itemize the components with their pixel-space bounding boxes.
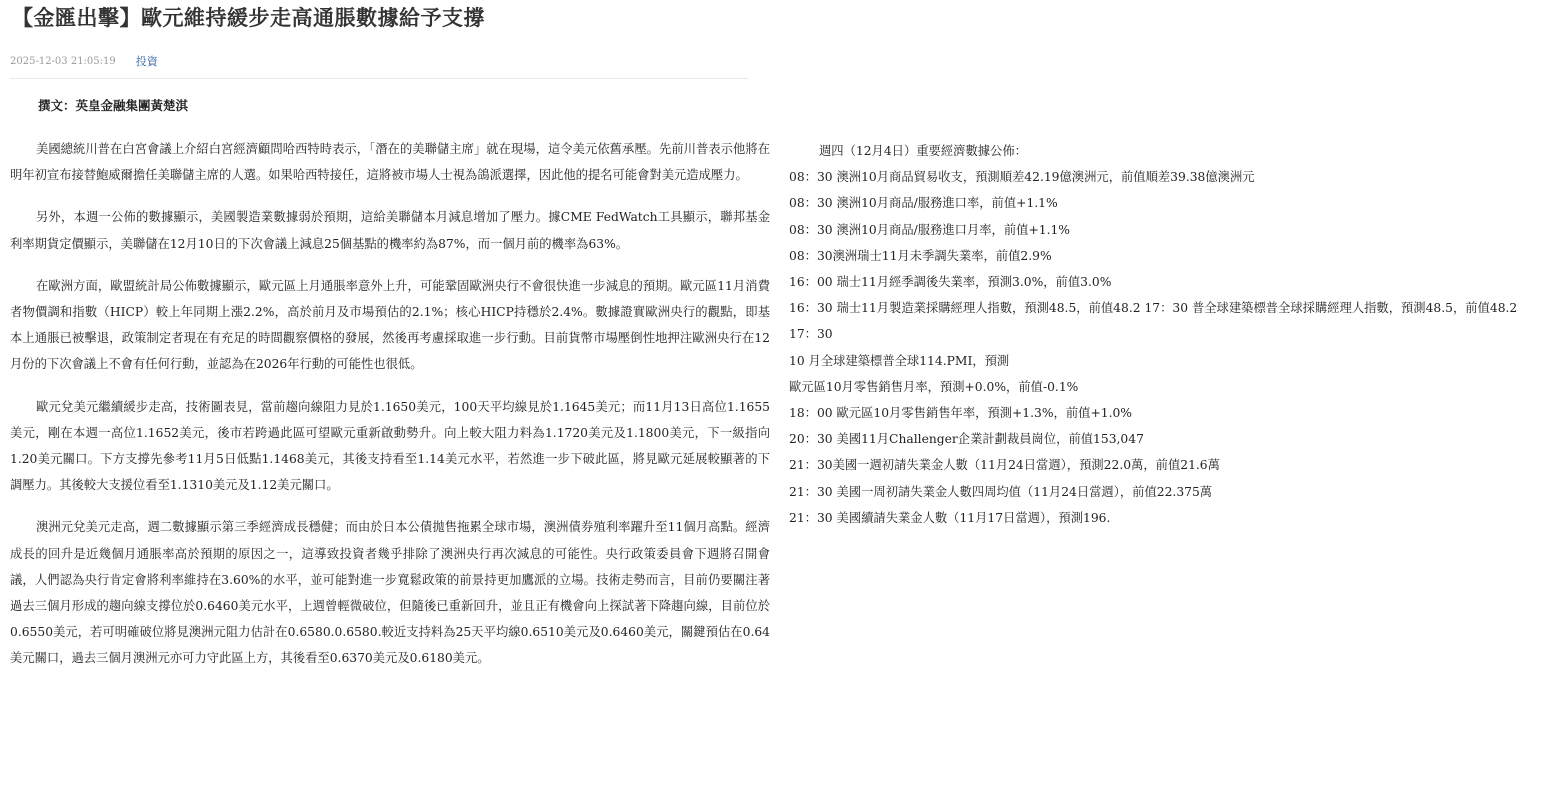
- calendar-item: 21：30 美國續請失業金人數（11月17日當週），預測196.: [789, 510, 1111, 525]
- publish-date: 2025-12-03 21:05:19: [10, 55, 116, 67]
- article-paragraph: 另外，本週一公佈的數據顯示，美國製造業數據弱於預期，這給美聯儲本月減息增加了壓力。據CME FedWatch工具顯示，聯邦基金利率期貨定價顯示，美聯儲在12月10日的下次會議上減息25個基點的機率約為87%，而一個月前的機率為63%。: [10, 210, 770, 251]
- calendar-item: 10 月全球建築標普全球114.PMI，預測: [789, 353, 1010, 368]
- calendar-item: 歐元區10月零售銷售月率，預測+0.0%，前值-0.1%: [789, 379, 1079, 394]
- article-paragraph: 澳洲元兌美元走高，週二數據顯示第三季經濟成長穩健；而由於日本公債拋售拖累全球市場，澳洲債券殖利率躍升至11個月高點。經濟成長的回升是近幾個月通脹率高於預期的原因之一，這導致投資者幾乎排除了澳洲央行再次減息的可能性。央行政策委員會下週將召開會議，人們認為央行肯定會將利率維持在3.60%的水平，並可能對進一步寬鬆政策的前景持更加鷹派的立場。技術走勢而言，目前仍要關注著過去三個月形成的趨向線支撐位於0.6460美元水平，上週曾輕微破位，但隨後已重新回升，並且正有機會向上探試著下降趨向線，目前位於0.6550美元，若可明確破位將見澳洲元阻力估計在0.6580.0.6580.較近支持料為25天平均線0.6510美元及0.6460美元，關鍵預估在0.64美元關口，過去三個月澳洲元亦可力守此區上方，其後看至0.6370美元及0.6180美元。: [10, 520, 770, 666]
- calendar-heading: 週四（12月4日）重要經濟數據公佈：: [819, 144, 1027, 158]
- article-paragraph: 歐元兌美元繼續緩步走高，技術圖表見，當前趨向線阻力見於1.1650美元，100天平均線見於1.1645美元；而11月13日高位1.1655美元，剛在本週一高位1.1652美元，後市若跨過此區可望歐元重新啟動勢升。向上較大阻力料為1.1720美元及1.1800美元，下一級指向1.20美元關口。下方支撐先參考11月5日低點1.1468美元，其後支持看至1.14美元水平，若然進一步下破此區，將見歐元延展較顯著的下調壓力。其後較大支援位看至1.1310美元及1.12美元關口。: [10, 399, 770, 493]
- calendar-item: 08：30 澳洲10月商品貿易收支，預測順差42.19億澳洲元，前值順差39.38億澳洲元: [789, 170, 1255, 185]
- calendar-item: 08：30 澳洲10月商品/服務進口月率，前值+1.1%: [789, 222, 1070, 237]
- header-divider: [10, 78, 748, 79]
- economic-calendar: [789, 138, 1534, 531]
- article-meta: [10, 53, 158, 69]
- article-title: 【金匯出擊】歐元維持緩步走高通脹數據給予支撐: [12, 6, 485, 30]
- calendar-item: 18：00 歐元區10月零售銷售年率，預測+1.3%，前值+1.0%: [789, 406, 1132, 421]
- article-author: 撰文：英皇金融集團黃楚淇: [38, 98, 189, 113]
- article-body: [10, 136, 770, 688]
- calendar-item: 08：30澳洲瑞士11月未季調失業率，前值2.9%: [789, 248, 1052, 263]
- calendar-item: 16：00 瑞士11月經季調後失業率，預測3.0%，前值3.0%: [789, 275, 1112, 290]
- article-paragraph: 在歐洲方面，歐盟統計局公佈數據顯示，歐元區上月通脹率意外上升，可能鞏固歐洲央行不會很快進一步減息的預期。歐元區11月消費者物價調和指數（HICP）較上年同期上漲2.2%，高於前月及市場預估的2.1%；核心HICP持穩於2.4%。數據證實歐洲央行的觀點，即基本上通脹已被擊退，政策制定者現在有充足的時間觀察價格的發展，然後再考慮採取進一步行動。目前貨幣市場壓倒性地押注歐洲央行在12月份的下次會議上不會有任何行動，並認為在2026年行動的可能性也很低。: [10, 278, 770, 372]
- calendar-item: 21：30 美國一周初請失業金人數四周均值（11月24日當週），前值22.375萬: [789, 484, 1213, 499]
- calendar-item: 16：30 瑞士11月製造業採購經理人指數，預測48.5，前值48.2 17：30 普全球建築標普全球採購經理人指數，預測48.5，前值48.2 17：30: [789, 301, 1518, 342]
- calendar-item: 08：30 澳洲10月商品/服務進口率，前值+1.1%: [789, 196, 1058, 211]
- calendar-item: 21：30美國一週初請失業金人數（11月24日當週），預測22.0萬，前值21.6萬: [789, 458, 1220, 473]
- calendar-item: 20：30 美國11月Challenger企業計劃裁員崗位，前值153,047: [789, 432, 1144, 447]
- article-paragraph: 美國總統川普在白宮會議上介紹白宮經濟顧問哈西特時表示，「潛在的美聯儲主席」就在現場，這令美元依舊承壓。先前川普表示他將在明年初宣布接替鮑威爾擔任美聯儲主席的人選。如果哈西特接任，這將被市場人士視為鴿派選擇，因此他的提名可能會對美元造成壓力。: [10, 142, 770, 183]
- category-link[interactable]: 投資: [135, 55, 158, 68]
